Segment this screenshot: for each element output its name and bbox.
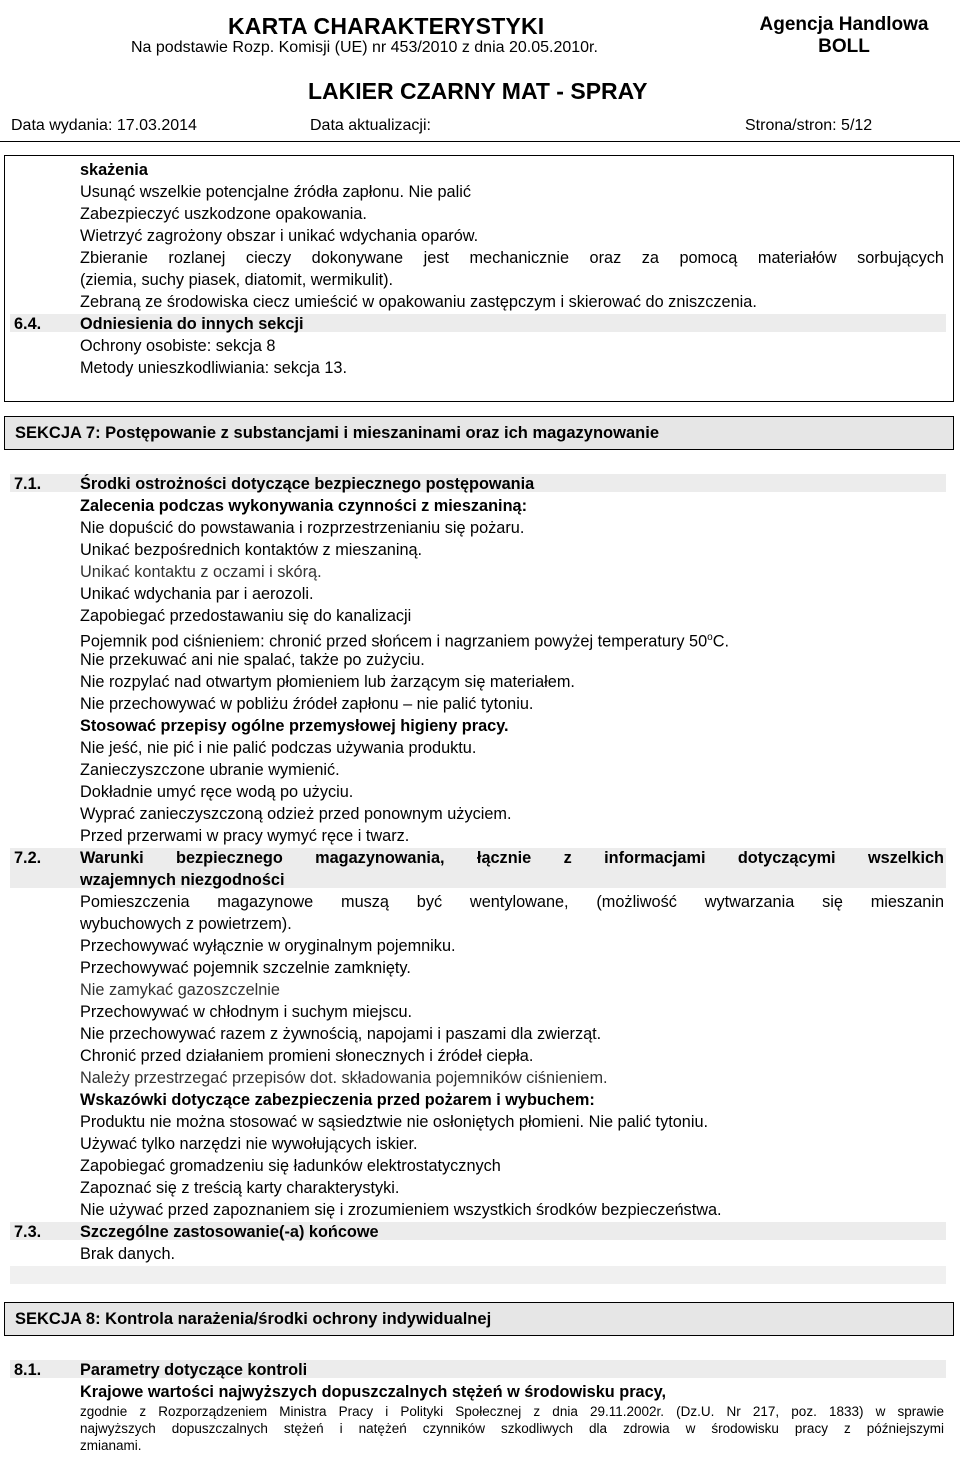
page-number: Strona/stron: 5/12 bbox=[745, 117, 873, 134]
text-line: Unikać wdychania par i aerozoli. bbox=[80, 585, 314, 603]
text-line: Zebraną ze środowiska ciecz umieścić w opakowaniu zastępczym i skierować do zniszczenia. bbox=[80, 293, 757, 311]
subheading: Zalecenia podczas wykonywania czynności z mieszaniną: bbox=[80, 497, 527, 515]
subsection-title: Parametry dotyczące kontroli bbox=[80, 1361, 308, 1379]
text-line: Nie przekuwać ani nie spalać, także po zużyciu. bbox=[80, 651, 425, 669]
subsection-title: Warunki bezpiecznego magazynowania, łącznie z informacjami dotyczącymi wszelkich bbox=[80, 849, 944, 867]
text-line: Nie dopuścić do powstawania i rozprzestrzenianiu się pożaru. bbox=[80, 519, 525, 537]
text-line: Usunąć wszelkie potencjalne źródła zapłonu. Nie palić bbox=[80, 183, 471, 201]
text-line: Przechowywać w chłodnym i suchym miejscu. bbox=[80, 1003, 413, 1021]
text-line: Ochrony osobiste: sekcja 8 bbox=[80, 337, 276, 355]
subsection-title: Szczególne zastosowanie(-a) końcowe bbox=[80, 1223, 379, 1241]
text-line: Nie zamykać gazoszczelnie bbox=[80, 981, 280, 999]
small-text-line: najwyższych dopuszczalnych stężeń i natężeń czynników szkodliwych dla zdrowia w środowisku pracy z późniejszymi bbox=[80, 1421, 944, 1436]
text-line: Używać tylko narzędzi nie wywołujących iskier. bbox=[80, 1135, 418, 1153]
subsection-number: 6.4. bbox=[14, 315, 42, 333]
text-line: Unikać bezpośrednich kontaktów z mieszaniną. bbox=[80, 541, 423, 559]
product-name: LAKIER CZARNY MAT - SPRAY bbox=[308, 78, 648, 104]
text-line: Przechowywać pojemnik szczelnie zamknięty. bbox=[80, 959, 411, 977]
text-line: Przechowywać wyłącznie w oryginalnym pojemniku. bbox=[80, 937, 456, 955]
subsection-title-cont: wzajemnych niezgodności bbox=[80, 871, 285, 889]
header-rule bbox=[0, 141, 960, 142]
section-8-title: SEKCJA 8: Kontrola narażenia/środki ochrony indywidualnej bbox=[15, 1310, 492, 1328]
subsection-number: 8.1. bbox=[14, 1361, 42, 1379]
text-line: Produktu nie można stosować w sąsiedztwie nie osłoniętych płomieni. Nie palić tytoniu. bbox=[80, 1113, 709, 1131]
section-7-header bbox=[4, 416, 954, 450]
temperature-unit: C. bbox=[712, 632, 729, 651]
company-name bbox=[724, 14, 960, 58]
text-line: Zabezpieczyć uszkodzone opakowania. bbox=[80, 205, 367, 223]
subsection-title: Środki ostrożności dotyczące bezpiecznego postępowania bbox=[80, 475, 535, 493]
section-7-title: SEKCJA 7: Postępowanie z substancjami i mieszaninami oraz ich magazynowanie bbox=[15, 424, 659, 442]
subsection-number: 7.2. bbox=[14, 849, 42, 867]
subheading: Krajowe wartości najwyższych dopuszczalnych stężeń w środowisku pracy, bbox=[80, 1383, 667, 1401]
small-text-line: zmianami. bbox=[80, 1438, 142, 1453]
subsection-number: 7.3. bbox=[14, 1223, 42, 1241]
text-line: Przed przerwami w pracy wymyć ręce i twarz. bbox=[80, 827, 410, 845]
subsection-number: 7.1. bbox=[14, 475, 42, 493]
subheading: Stosować przepisy ogólne przemysłowej higieny pracy. bbox=[80, 717, 509, 735]
small-text-line: zgodnie z Rozporządzeniem Ministra Pracy i Polityki Społecznej z dnia 29.11.2002r. (Dz.U. Nr 217, poz. 1833) w sprawie bbox=[80, 1404, 944, 1419]
issue-date: Data wydania: 17.03.2014 bbox=[11, 117, 197, 134]
text-line: Nie przechowywać w pobliżu źródeł zapłonu – nie palić tytoniu. bbox=[80, 695, 534, 713]
text-line: skażenia bbox=[80, 161, 148, 179]
degree-sup: o bbox=[707, 632, 713, 643]
text-line: Unikać kontaktu z oczami i skórą. bbox=[80, 563, 322, 581]
company-name-line1: Agencja Handlowa bbox=[759, 14, 929, 35]
text-line: Zbieranie rozlanej cieczy dokonywane jest mechanicznie oraz za pomocą materiałów sorbujących bbox=[80, 249, 944, 267]
regulation-reference: Na podstawie Rozp. Komisji (UE) nr 453/2010 z dnia 20.05.2010r. bbox=[131, 39, 598, 56]
text-line: (ziemia, suchy piasek, diatomit, wermikulit). bbox=[80, 271, 394, 289]
text-line: Zapobiegać gromadzeniu się ładunków elektrostatycznych bbox=[80, 1157, 501, 1175]
text-line: Chronić przed działaniem promieni słonecznych i źródeł ciepła. bbox=[80, 1047, 534, 1065]
text-line: Wyprać zanieczyszczoną odzież przed ponownym użyciem. bbox=[80, 805, 512, 823]
temperature-text: Pojemnik pod ciśnieniem: chronić przed słońcem i nagrzaniem powyżej temperatury 50 bbox=[80, 632, 708, 651]
text-line: Nie przechowywać razem z żywnością, napojami i paszami dla zwierząt. bbox=[80, 1025, 602, 1043]
text-line: Zapobiegać przedostawaniu się do kanalizacji bbox=[80, 607, 412, 625]
subheading: Wskazówki dotyczące zabezpieczenia przed pożarem i wybuchem: bbox=[80, 1091, 595, 1109]
text-line: wybuchowych z powietrzem). bbox=[80, 915, 292, 933]
subsection-title: Odniesienia do innych sekcji bbox=[80, 315, 304, 333]
text-line: Zanieczyszczone ubranie wymienić. bbox=[80, 761, 340, 779]
update-date: Data aktualizacji: bbox=[310, 117, 431, 134]
text-line: Pomieszczenia magazynowe muszą być wentylowane, (możliwość wytwarzania się mieszanin bbox=[80, 893, 944, 911]
text-line: Zapoznać się z treścią karty charakterystyki. bbox=[80, 1179, 400, 1197]
text-line: Dokładnie umyć ręce wodą po użyciu. bbox=[80, 783, 354, 801]
text-line: Brak danych. bbox=[80, 1245, 176, 1263]
section-8-header bbox=[4, 1302, 954, 1336]
text-line: Nie jeść, nie pić i nie palić podczas używania produktu. bbox=[80, 739, 477, 757]
text-line: Wietrzyć zagrożony obszar i unikać wdychania oparów. bbox=[80, 227, 479, 245]
company-name-line2: BOLL bbox=[818, 36, 870, 57]
text-line bbox=[80, 628, 729, 651]
section-7-footer-bar bbox=[10, 1266, 946, 1284]
document-title: KARTA CHARAKTERYSTYKI bbox=[228, 13, 545, 39]
text-line: Nie rozpylać nad otwartym płomieniem lub żarzącym się materiałem. bbox=[80, 673, 575, 691]
text-line: Nie używać przed zapoznaniem się i zrozumieniem wszystkich środków bezpieczeństwa. bbox=[80, 1201, 722, 1219]
text-line: Metody unieszkodliwiania: sekcja 13. bbox=[80, 359, 347, 377]
text-line: Należy przestrzegać przepisów dot. składowania pojemników ciśnieniem. bbox=[80, 1069, 608, 1087]
